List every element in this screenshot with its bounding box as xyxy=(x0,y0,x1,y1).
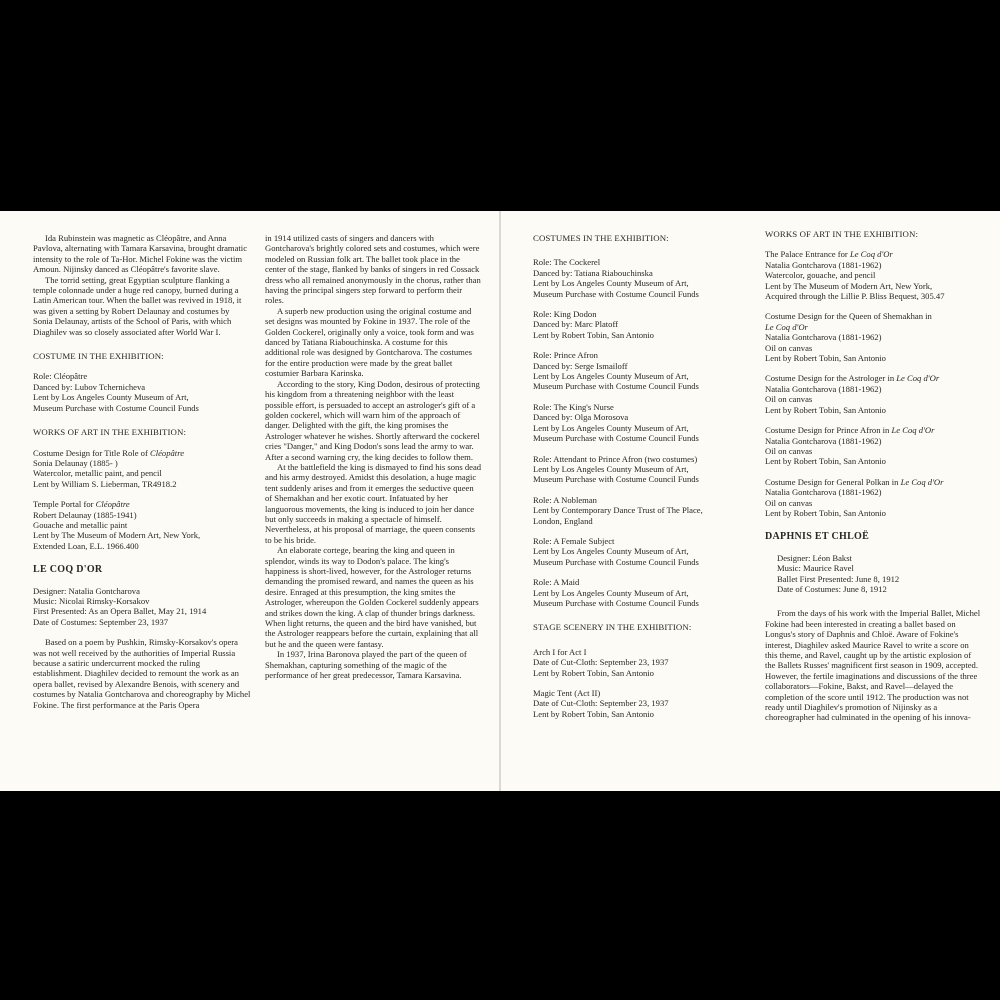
entry-line: Role: Attendant to Prince Afron (two costumes) xyxy=(533,453,698,464)
costume-entry xyxy=(533,577,745,608)
artwork-title: Costume Design for the Astrologer in Le Coq d'Or xyxy=(765,373,940,384)
entry-line: Natalia Gontcharova (1881-1962) xyxy=(765,487,882,498)
page-fold xyxy=(499,211,501,791)
entry-line: Arch I for Act I xyxy=(533,646,587,657)
entry-line: Museum Purchase with Costume Council Funds xyxy=(533,556,699,567)
entry-line: Role: Prince Afron xyxy=(533,350,598,361)
book-spread xyxy=(0,211,1000,791)
credit-line: First Presented: As an Opera Ballet, May 21, 1914 xyxy=(33,606,207,617)
column-3 xyxy=(533,233,745,719)
entry-line: Natalia Gontcharova (1881-1962) xyxy=(765,435,882,446)
section-heading: WORKS OF ART IN THE EXHIBITION: xyxy=(33,427,187,438)
entry-line: Museum Purchase with Costume Council Funds xyxy=(533,433,699,444)
entry-line: Robert Delaunay (1885-1941) xyxy=(33,509,137,520)
costume-entry xyxy=(533,536,745,567)
entry-line: Museum Purchase with Costume Council Funds xyxy=(533,597,699,608)
paragraph: The torrid setting, great Egyptian sculpture flanking a temple colonnade under a huge red canopy, burned during a Latin American tour. When the ballet was revived in 1918, it was given a setting by Robert Delaunay and costumes by Sonia Delaunay, artists of the School of Paris, with which Diaghilev was so closely associated after World War I. xyxy=(33,274,242,337)
entry-line: Acquired through the Lillie P. Bliss Bequest, 305.47 xyxy=(765,291,945,302)
entry-line: Role: A Maid xyxy=(533,577,580,588)
entry-line: Natalia Gontcharova (1881-1962) xyxy=(765,259,882,270)
entry-line: Lent by Robert Tobin, San Antonio xyxy=(765,507,886,518)
column-2 xyxy=(265,233,482,680)
entry-line: Oil on canvas xyxy=(765,497,813,508)
artwork-title-italic: Le Coq d'Or xyxy=(765,321,808,332)
entry-line: Lent by Robert Tobin, San Antonio xyxy=(533,329,654,340)
column-1 xyxy=(33,233,251,710)
costume-entry xyxy=(533,257,745,299)
credit-line: Designer: Léon Bakst xyxy=(777,552,852,563)
entry-line: Lent by Robert Tobin, San Antonio xyxy=(765,404,886,415)
credit-line: Date of Costumes: September 23, 1937 xyxy=(33,616,169,627)
credits xyxy=(765,553,983,595)
paragraph: From the days of his work with the Imperial Ballet, Michel Fokine had been interested in creating a ballet based on Longus's story of Daphnis and Chloë. Aware of Fokine's interest, Diaghilev asked Maurice Ravel to write a score on this theme, and Ravel, caught up by the artistic explosion of the Ballets Russes' magnificent first season in 1909, accepted. However, the fertile imaginations and discussions of the three collaborators—Fokine, Bakst, and Ravel—delayed the completion of the score until 1912. The production was not ready until Diaghilev's promotion of Nijinsky as a choreographer had culminated in the opening of his innova- xyxy=(765,608,981,723)
entry-line: Lent by Los Angeles County Museum of Art, xyxy=(533,278,689,289)
entry-line: Lent by Los Angeles County Museum of Art, xyxy=(533,422,689,433)
entry-line: Natalia Gontcharova (1881-1962) xyxy=(765,332,882,343)
entry-line: Danced by: Olga Morosova xyxy=(533,412,629,423)
artwork-title: Costume Design for Prince Afron in Le Coq d'Or xyxy=(765,425,935,436)
entry-line: Danced by: Lubov Tchernicheva xyxy=(33,381,146,392)
entry-line: Lent by The Museum of Modern Art, New York, xyxy=(765,280,933,291)
costume-entry xyxy=(533,402,745,444)
entry-line: Lent by Robert Tobin, San Antonio xyxy=(533,708,654,719)
entry-line: Lent by Los Angeles County Museum of Art, xyxy=(533,371,689,382)
entry-line: Lent by Robert Tobin, San Antonio xyxy=(533,667,654,678)
column-4 xyxy=(765,229,983,723)
entry-line: Lent by Contemporary Dance Trust of The Place, xyxy=(533,505,703,516)
entry-line: Lent by William S. Lieberman, TR4918.2 xyxy=(33,478,177,489)
entry-line: Watercolor, metallic paint, and pencil xyxy=(33,468,162,479)
entry-line: Role: The Cockerel xyxy=(533,257,601,268)
costume-entry xyxy=(533,454,745,485)
artwork-title: The Palace Entrance for Le Coq d'Or xyxy=(765,249,893,260)
entry-line: Danced by: Marc Platoff xyxy=(533,319,619,330)
entry-line: Watercolor, gouache, and pencil xyxy=(765,270,876,281)
credit-line: Ballet First Presented: June 8, 1912 xyxy=(777,573,900,584)
entry-line: Oil on canvas xyxy=(765,445,813,456)
entry-line: Museum Purchase with Costume Council Funds xyxy=(33,402,199,413)
artwork-title: Costume Design for General Polkan in Le Coq d'Or xyxy=(765,476,944,487)
artwork-entry xyxy=(33,499,251,551)
paragraph: in 1914 utilized casts of singers and dancers with Gontcharova's brightly colored sets and costumes, which were modeled on Russian folk art. The ballet took place in the center of the stage, flanked by banks of singers in red Cossack dress who all remained anonymously in the chorus, rather than having the principal singers step forward to perform their roles. xyxy=(265,233,481,306)
entry-line: Magic Tent (Act II) xyxy=(533,688,601,698)
artwork-entry xyxy=(765,425,983,467)
paragraph: A superb new production using the original costume and set designs was mounted by Fokine in 1937. The role of the Golden Cockerel, originally only a voice, took form and was danced by Tatiana Riabouchinska. A costume for this additional role was designed by Gontcharova. The costumes for the entire production were made by the great ballet costumier Barbara Karinska. xyxy=(265,305,474,379)
entry-line: Danced by: Serge Ismailoff xyxy=(533,360,628,371)
paragraph: An elaborate cortege, bearing the king and queen in splendor, winds its way to Dodon's palace. The king's happiness is short-lived, however, for the Astrologer returns demanding the promised reward, and names the queen as his desire. Enraged at this presumption, the king smites the Astrologer, whereupon the Golden Cockerel suddenly appears and strikes down the king. A clap of thunder brings darkness. When light returns, the queen and the bird have vanished, but the Astrologer reappears before the curtain, explaining that all but he and the queen were fantasy. xyxy=(265,545,479,649)
entry-line: Danced by: Tatiana Riabouchinska xyxy=(533,267,653,278)
section-heading: COSTUME IN THE EXHIBITION: xyxy=(33,351,164,362)
section-heading: WORKS OF ART IN THE EXHIBITION: xyxy=(765,229,919,239)
entry-line: Lent by Robert Tobin, San Antonio xyxy=(765,353,886,364)
artwork-title: Costume Design for Title Role of Cléopâtre xyxy=(33,447,185,458)
ballet-title: DAPHNIS ET CHLOË xyxy=(765,531,870,543)
entry-line: Lent by The Museum of Modern Art, New York, xyxy=(33,530,201,541)
entry-line: Date of Cut-Cloth: September 23, 1937 xyxy=(533,657,669,668)
credit-line: Date of Costumes: June 8, 1912 xyxy=(777,583,887,594)
costume-entry xyxy=(533,309,745,340)
entry-line: Museum Purchase with Costume Council Funds xyxy=(533,474,699,485)
credit-line: Music: Maurice Ravel xyxy=(777,563,854,574)
artwork-title: Temple Portal for Cléopâtre xyxy=(33,499,130,510)
entry-line: Lent by Los Angeles County Museum of Art, xyxy=(533,587,689,598)
section-heading: STAGE SCENERY IN THE EXHIBITION: xyxy=(533,622,692,633)
artwork-entry xyxy=(765,311,983,363)
entry-line: Lent by Los Angeles County Museum of Art, xyxy=(533,546,689,557)
entry-line: Museum Purchase with Costume Council Funds xyxy=(533,288,699,299)
paragraph: At the battlefield the king is dismayed to find his sons dead and his army destroyed. Amidst this desolation, a huge magic tent suddenly arises and from it emerges the seductive queen of Shemakhan and her exotic court. Infatuated by her languorous movements, the king is induced to join her dance but only succeeds in making a spectacle of himself. Nevertheless, at his proposal of marriage, the queen consents to be his bride. xyxy=(265,461,482,545)
entry-line: Lent by Robert Tobin, San Antonio xyxy=(765,456,886,467)
ballet-title: LE COQ D'OR xyxy=(33,564,103,576)
section-heading: COSTUMES IN THE EXHIBITION: xyxy=(533,233,669,243)
paragraph: In 1937, Irina Baronova played the part of the queen of Shemakhan, capturing something of the magic of the performance of her great predecessor, Tamara Karsavina. xyxy=(265,649,467,681)
entry-line: Lent by Los Angeles County Museum of Art, xyxy=(33,392,189,403)
entry-line: Oil on canvas xyxy=(765,342,813,353)
credit-line: Music: Nicolai Rimsky-Korsakov xyxy=(33,595,150,606)
paragraph: Ida Rubinstein was magnetic as Cléopâtre, and Anna Pavlova, alternating with Tamara Karsavina, brought dramatic intensity to the role of Ta-Hor. Michel Fokine was the victim Amoun. Nijinsky danced as Cléopâtre's favorite slave. xyxy=(33,233,248,275)
entry-line: Role: King Dodon xyxy=(533,309,597,320)
entry-line: Role: A Nobleman xyxy=(533,494,597,505)
costume-entry xyxy=(533,495,745,526)
artwork-entry xyxy=(765,249,983,301)
costume-entry xyxy=(33,371,251,413)
artwork-entry xyxy=(765,373,983,415)
artwork-title: Costume Design for the Queen of Shemakhan in xyxy=(765,311,932,322)
entry-line: London, England xyxy=(533,515,593,526)
credit-line: Designer: Natalia Gontcharova xyxy=(33,585,140,596)
entry-line: Role: Cléopâtre xyxy=(33,371,88,382)
entry-line: Role: The King's Nurse xyxy=(533,401,614,412)
credits xyxy=(33,586,251,628)
costume-entry xyxy=(533,350,745,392)
entry-line: Lent by Los Angeles County Museum of Art, xyxy=(533,463,689,474)
entry-line: Sonia Delaunay (1885- ) xyxy=(33,457,118,468)
entry-line: Extended Loan, E.L. 1966.400 xyxy=(33,540,139,551)
artwork-entry xyxy=(765,477,983,519)
artwork-entry xyxy=(33,448,251,490)
entry-line: Role: A Female Subject xyxy=(533,535,615,546)
entry-line: Date of Cut-Cloth: September 23, 1937 xyxy=(533,698,669,709)
paragraph: According to the story, King Dodon, desirous of protecting his kingdom from a threatening neighbor with the least possible effort, is persuaded to accept an astrologer's gift of a golden cockerel, which will warn him of the approach of danger. Delighted with the gift, the king promises the Astrologer whatever he wishes. Shortly afterward the cockerel cries "Danger," and King Dodon's sons lead the army to war. After a second warning cry, the king decides to follow them. xyxy=(265,378,480,462)
entry-line: Gouache and metallic paint xyxy=(33,519,128,530)
entry-line: Oil on canvas xyxy=(765,394,813,405)
scenery-entry xyxy=(533,647,745,678)
paragraph: Based on a poem by Pushkin, Rimsky-Korsakov's opera was not well received by the authorities of Imperial Russia because a satiric undercurrent mocked the ruling establishment. Diaghilev decided to remount the work as an opera ballet, revised by Alexandre Benois, with scenery and costumes by Natalia Gontcharova and choreography by Michel Fokine. The first performance at the Paris Opera xyxy=(33,637,251,710)
entry-line: Natalia Gontcharova (1881-1962) xyxy=(765,383,882,394)
scenery-entry xyxy=(533,688,745,719)
entry-line: Museum Purchase with Costume Council Funds xyxy=(533,381,699,392)
